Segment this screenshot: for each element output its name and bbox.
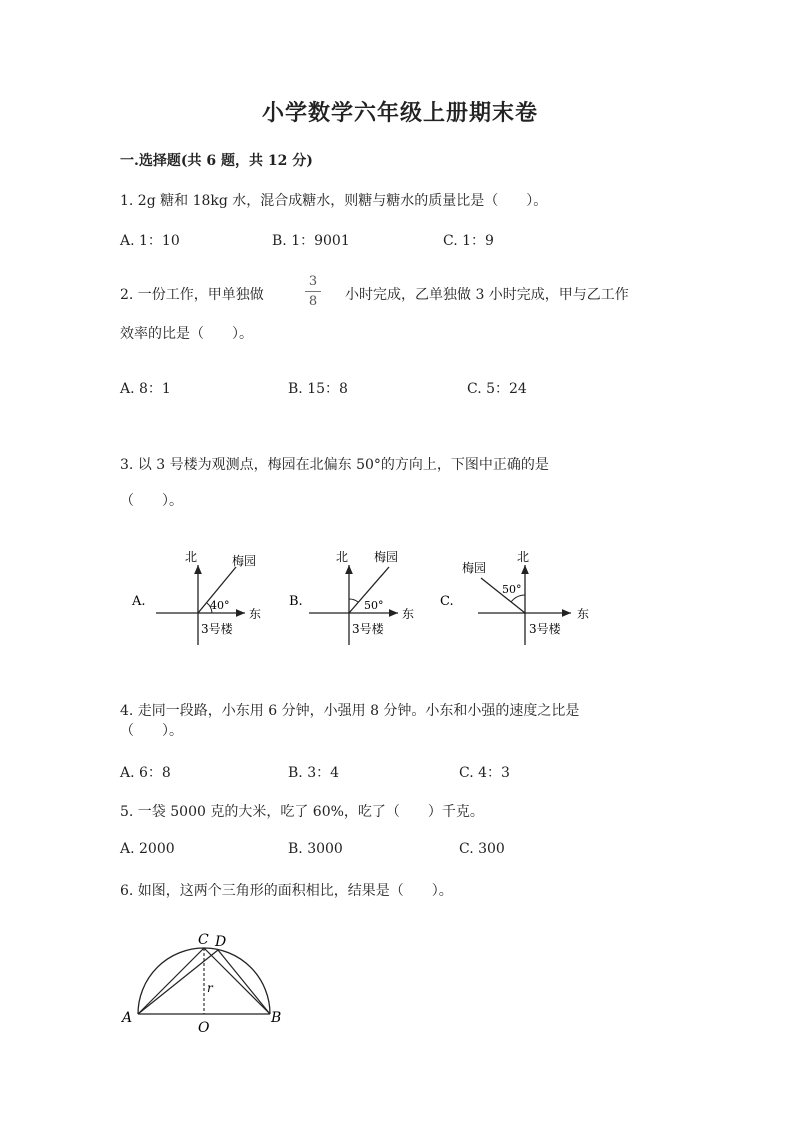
fraction-bar [305,291,321,292]
figure-c-north-label: 北 [517,550,530,564]
figure-c-east-label: 东 [577,607,590,621]
q5-option-b: B. 3000 [288,841,343,857]
point-b-label: B [271,1010,282,1026]
segment-ac [138,948,204,1014]
figure-c-park-label: 梅园 [462,561,487,575]
figure-b-angle-arc [349,599,358,602]
figure-a-north-label: 北 [185,550,198,564]
figure-a-option-label: A. [132,594,146,609]
q5-option-c: C. 300 [459,841,505,857]
q1-option-b: B. 1：9001 [272,233,350,249]
fraction-denominator: 8 [308,294,318,309]
q2-option-a: A. 8：1 [120,381,171,397]
q4-option-a: A. 6：8 [120,765,171,781]
figure-a-park-label: 梅园 [232,554,257,568]
question-6-text: 6. 如图，这两个三角形的面积相比，结果是（ ）。 [120,883,453,899]
page-title: 小学数学六年级上册期末卷 [261,100,538,126]
segment-ad [138,950,218,1014]
figure-b-building-label: 3号楼 [352,622,384,636]
q1-option-a: A. 1：10 [120,233,180,249]
radius-r-label: r [207,981,213,995]
q4-option-c: C. 4：3 [459,765,510,781]
question-1-text: 1. 2g 糖和 18kg 水，混合成糖水，则糖与糖水的质量比是（ ）。 [120,193,548,209]
point-o-label: O [198,1020,210,1036]
fraction-three-eighths [303,275,323,308]
q2-option-b: B. 15：8 [288,381,348,397]
figure-a-angle-label: 40° [210,599,230,612]
question-4-text-line2: （ ）。 [120,723,183,739]
figure-c-compass [436,545,596,660]
question-2-text-end: 小时完成，乙单独做 3 小时完成，甲与乙工作 [345,287,629,303]
question-4-text: 4. 走同一段路，小东用 6 分钟，小强用 8 分钟。小东和小强的速度之比是 [120,703,580,719]
question-5-text: 5. 一袋 5000 克的大米，吃了 60%，吃了（ ）千克。 [120,804,484,820]
q5-option-a: A. 2000 [120,841,175,857]
point-d-label: D [215,934,227,950]
question-2-text-line2: 效率的比是（ ）。 [120,326,253,342]
figure-c-option-label: C. [440,594,454,609]
figure-b-option-label: B. [289,594,303,609]
point-c-label: C [198,932,209,948]
segment-cb [204,948,270,1014]
figure-b-angle-label: 50° [364,599,384,612]
figure-semicircle-triangles [118,930,298,1040]
figure-c-angle-label: 50° [502,583,522,596]
question-2-text-start: 2. 一份工作，甲单独做 [120,287,264,303]
figure-b-north-label: 北 [336,550,349,564]
question-3-text-line2: （ ）。 [120,493,183,509]
figure-a-east-label: 东 [249,607,262,621]
figure-c-angle-arc [511,595,525,602]
q4-option-b: B. 3：4 [288,765,340,781]
figure-c-building-label: 3号楼 [529,622,561,636]
figure-b-east-label: 东 [402,607,415,621]
point-a-label: A [122,1010,133,1026]
figure-b-park-label: 梅园 [374,550,399,564]
figure-a-compass [128,545,278,660]
q2-option-c: C. 5：24 [467,381,527,397]
q1-option-c: C. 1：9 [443,233,494,249]
question-3-text: 3. 以 3 号楼为观测点，梅园在北偏东 50°的方向上，下图中正确的是 [120,457,549,473]
fraction-numerator: 3 [308,274,318,289]
figure-a-building-label: 3号楼 [201,622,233,636]
section-heading: 一.选择题(共 6 题，共 12 分) [120,153,313,169]
figure-b-compass [285,545,435,660]
